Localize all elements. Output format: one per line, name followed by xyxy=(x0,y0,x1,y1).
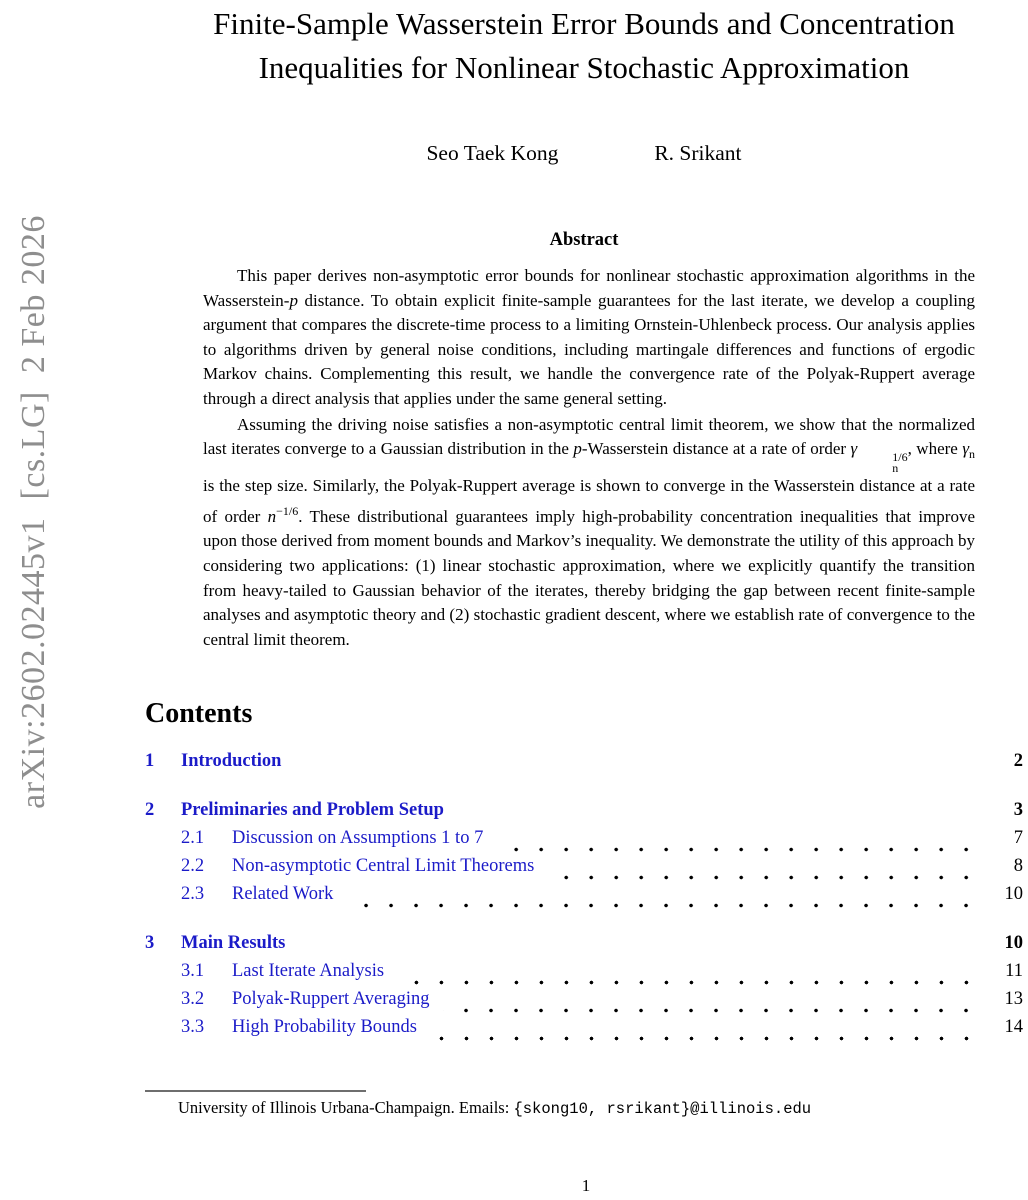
toc-link-discussion-assumptions[interactable]: Discussion on Assumptions 1 to 7 xyxy=(232,828,484,849)
toc-section-number: 2.3 xyxy=(181,884,205,905)
toc-page-number: 7 xyxy=(1013,828,1023,849)
toc-link-polyak-ruppert[interactable]: Polyak-Ruppert Averaging xyxy=(232,989,430,1010)
abstract-text: -Wasserstein distance at a rate of order xyxy=(581,439,851,459)
title-line-1: Finite-Sample Wasserstein Error Bounds and Concentration xyxy=(213,6,955,41)
math-p: p xyxy=(573,439,582,459)
toc-section-number: 3 xyxy=(145,933,155,954)
footnote-rule xyxy=(145,1090,366,1092)
abstract-text: is the step size. Similarly, the Polyak-Ruppert average is shown to converge in the Wasserstein distance at a rate of order xyxy=(203,476,975,526)
abstract-paragraph-1 xyxy=(203,264,975,412)
page-number: 1 xyxy=(581,1176,591,1195)
math-p: p xyxy=(289,290,298,310)
toc-link-nonasymptotic-clt[interactable]: Non-asymptotic Central Limit Theorems xyxy=(232,856,535,877)
toc-section-number: 3.1 xyxy=(181,961,205,982)
toc-entry xyxy=(145,961,1023,989)
toc-dot-leader xyxy=(431,1036,979,1041)
toc-page-number: 3 xyxy=(1013,800,1023,821)
paper-content xyxy=(145,0,1023,1045)
author-name-2: R. Srikant xyxy=(654,141,742,165)
toc-link-introduction[interactable]: Introduction xyxy=(181,751,282,772)
toc-link-main-results[interactable]: Main Results xyxy=(181,933,286,954)
author-name-1: Seo Taek Kong xyxy=(426,141,559,165)
toc-page-number: 2 xyxy=(1013,751,1023,772)
toc-link-preliminaries[interactable]: Preliminaries and Problem Setup xyxy=(181,800,444,821)
toc-link-last-iterate[interactable]: Last Iterate Analysis xyxy=(232,961,385,982)
footnote xyxy=(145,1090,1023,1118)
abstract-text: This paper derives non-asymptotic error bounds for nonlinear stochastic approximation algorithms in the Wasserstein- xyxy=(203,266,975,310)
toc-section-number: 3.3 xyxy=(181,1017,205,1038)
table-of-contents xyxy=(145,751,1023,1045)
toc-entry xyxy=(145,856,1023,884)
toc-dot-leader xyxy=(548,875,979,880)
paper-title xyxy=(145,2,1023,90)
toc-page-number: 10 xyxy=(1004,884,1023,905)
toc-dot-leader xyxy=(443,1008,979,1013)
arxiv-watermark: arXiv:2602.02445v1 [cs.LG] 2 Feb 2026 xyxy=(15,215,52,809)
abstract-text: . These distributional guarantees imply high-probability concentration inequalities that improve upon those derived from moment bounds and Markov’s inequality. We demonstrate the utility of this approach by considering two applications: (1) linear stochastic approximation, where we explicitly quantify the transition from heavy-tailed to Gaussian behavior of the iterates, thereby bridging the gap between recent finite-sample analyses and asymptotic theory and (2) stochastic gradient descent, where we establish rate of convergence to the central limit theorem. xyxy=(203,506,976,649)
title-line-2: Inequalities for Nonlinear Stochastic Approximation xyxy=(258,50,910,85)
toc-dot-leader xyxy=(347,903,979,908)
toc-section-number: 3.2 xyxy=(181,989,205,1010)
math-gamma-n: $\gamma_n$ xyxy=(962,439,976,462)
toc-link-related-work[interactable]: Related Work xyxy=(232,884,334,905)
toc-page-number: 8 xyxy=(1013,856,1023,877)
toc-dot-leader xyxy=(398,980,979,985)
toc-page-number: 13 xyxy=(1004,989,1023,1010)
abstract-heading: Abstract xyxy=(549,230,619,250)
toc-entry xyxy=(145,933,1023,961)
math-gamma-n-rate: γ 1/6 n xyxy=(850,439,908,476)
toc-page-number: 10 xyxy=(1004,933,1023,954)
toc-entry xyxy=(145,884,1023,912)
abstract-text: , where xyxy=(907,439,963,459)
toc-section-number: 2.2 xyxy=(181,856,205,877)
contents-heading: Contents xyxy=(145,698,253,730)
math-n-rate: $n^{-1/6}$ xyxy=(267,503,299,526)
toc-section-number: 2 xyxy=(145,800,155,821)
toc-entry xyxy=(145,800,1023,828)
abstract-text: Assuming the driving noise satisfies a non-asymptotic central limit theorem, we show that the normalized last iterates converge to a Gaussian distribution in the xyxy=(203,414,975,459)
abstract-text: distance. To obtain explicit finite-sample guarantees for the last iterate, we develop a coupling argument that compares the discrete-time process to a limiting Ornstein-Uhlenbeck process. Our analysis applies to algorithms driven by general noise conditions, including martingale differences and functions of ergodic Markov chains. Complementing this result, we handle the convergence rate of the Polyak-Ruppert average through a direct analysis that applies under the same general setting. xyxy=(203,290,975,408)
abstract-paragraph-2 xyxy=(203,413,975,653)
toc-section-number: 1 xyxy=(145,751,155,772)
toc-entry xyxy=(145,828,1023,856)
toc-page-number: 14 xyxy=(1004,1017,1023,1038)
footnote-affiliation: University of Illinois Urbana-Champaign. Emails: xyxy=(178,1098,514,1117)
author-list xyxy=(145,141,1023,166)
toc-link-high-probability[interactable]: High Probability Bounds xyxy=(232,1017,418,1038)
toc-page-number: 11 xyxy=(1005,961,1023,982)
toc-section-number: 2.1 xyxy=(181,828,205,849)
toc-dot-leader xyxy=(497,847,979,852)
footnote-text xyxy=(145,1098,1023,1118)
footnote-emails: {skong10, rsrikant}@illinois.edu xyxy=(513,1100,812,1118)
toc-entry xyxy=(145,1017,1023,1045)
toc-entry xyxy=(145,751,1023,779)
toc-entry xyxy=(145,989,1023,1017)
abstract-section xyxy=(145,230,1023,652)
